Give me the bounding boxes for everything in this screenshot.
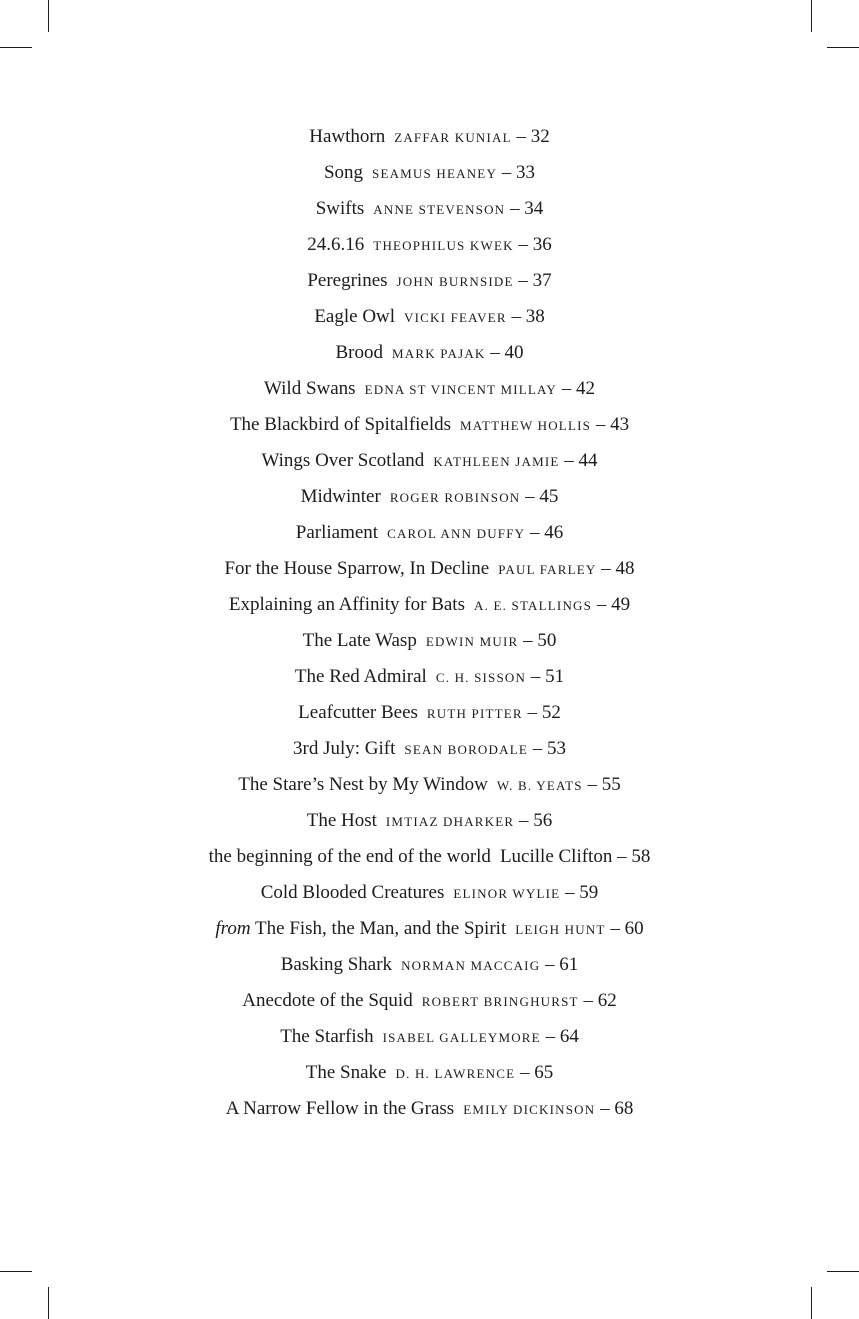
poem-author: Lucille Clifton	[499, 846, 613, 867]
page-separator-dash: –	[520, 486, 540, 507]
toc-entry	[0, 983, 859, 1019]
page-separator-dash: –	[592, 594, 612, 615]
poem-title: the beginning of the end of the world	[208, 846, 491, 867]
toc-entry	[0, 587, 859, 623]
poem-title: Brood	[335, 342, 383, 363]
poem-author: JOHN BURNSIDE	[396, 274, 514, 289]
toc-entry	[0, 299, 859, 335]
poem-title: The Blackbird of Spitalfields	[229, 414, 452, 435]
page-number: 53	[546, 738, 566, 759]
page-separator-dash: –	[513, 270, 533, 291]
page-separator-dash: –	[506, 306, 526, 327]
poem-author: ELINOR WYLIE	[453, 886, 561, 901]
page-number: 46	[544, 522, 564, 543]
page-number: 60	[624, 918, 644, 939]
table-of-contents	[0, 119, 859, 1127]
toc-entry	[0, 623, 859, 659]
poem-author: ISABEL GALLEYMORE	[382, 1030, 541, 1045]
poem-title: A Narrow Fellow in the Grass	[225, 1098, 455, 1119]
page-separator-dash: –	[557, 378, 576, 399]
poem-author: ROGER ROBINSON	[389, 490, 521, 505]
poem-author: MATTHEW HOLLIS	[460, 418, 592, 433]
poem-author: THEOPHILUS KWEK	[373, 238, 514, 253]
poem-author: ROBERT BRINGHURST	[421, 994, 579, 1009]
poem-title: Midwinter	[300, 486, 381, 507]
page-number: 52	[541, 702, 561, 723]
poem-author: C. H. SISSON	[435, 670, 527, 685]
toc-entry	[0, 335, 859, 371]
page-separator-dash: –	[525, 522, 545, 543]
page-number: 61	[559, 954, 579, 975]
crop-mark-bottom-left-horizontal	[0, 1271, 32, 1272]
page-separator-dash: –	[596, 558, 616, 579]
crop-mark-bottom-left-vertical	[48, 1287, 49, 1319]
toc-entry	[0, 371, 859, 407]
poem-title: Hawthorn	[309, 126, 386, 147]
poem-title: Swifts	[315, 198, 365, 219]
page-separator-dash: –	[582, 774, 602, 795]
entry-prefix: from	[215, 918, 251, 939]
page-number: 40	[504, 342, 524, 363]
page-number: 51	[545, 666, 565, 687]
toc-entry	[0, 803, 859, 839]
poem-title: Wild Swans	[263, 378, 356, 399]
page-separator-dash: –	[497, 162, 517, 183]
poem-title: Peregrines	[307, 270, 388, 291]
toc-entry	[0, 875, 859, 911]
page-number: 48	[615, 558, 635, 579]
toc-entry	[0, 731, 859, 767]
poem-author: VICKI FEAVER	[404, 310, 507, 325]
page-separator-dash: –	[595, 1098, 615, 1119]
poem-author: CAROL ANN DUFFY	[387, 526, 526, 541]
toc-entry	[0, 227, 859, 263]
page-separator-dash: –	[514, 810, 534, 831]
page-number: 37	[532, 270, 552, 291]
page-separator-dash: –	[527, 738, 547, 759]
poem-title: The Starfish	[280, 1026, 374, 1047]
crop-mark-bottom-right-horizontal	[827, 1271, 859, 1272]
poem-author: NORMAN MACCAIG	[401, 958, 541, 973]
poem-author: ZAFFAR KUNIAL	[394, 130, 512, 145]
poem-author: SEAMUS HEANEY	[372, 166, 498, 181]
page-number: 64	[559, 1026, 579, 1047]
poem-title: Explaining an Affinity for Bats	[228, 594, 465, 615]
poem-author: IMTIAZ DHARKER	[385, 814, 515, 829]
toc-entry	[0, 191, 859, 227]
poem-author: EDWIN MUIR	[425, 634, 519, 649]
page-separator-dash: –	[505, 198, 525, 219]
page-separator-dash: –	[522, 702, 542, 723]
page-separator-dash: –	[559, 450, 579, 471]
poem-title: Parliament	[295, 522, 379, 543]
poem-title: Cold Blooded Creatures	[260, 882, 445, 903]
page-number: 36	[532, 234, 552, 255]
poem-author: EMILY DICKINSON	[463, 1102, 596, 1117]
toc-entry	[0, 947, 859, 983]
toc-entry	[0, 119, 859, 155]
toc-entry	[0, 1055, 859, 1091]
page-separator-dash: –	[526, 666, 546, 687]
poem-author: RUTH PITTER	[426, 706, 523, 721]
poem-title: The Stare’s Nest by My Window	[238, 774, 488, 795]
poem-title: Eagle Owl	[314, 306, 396, 327]
poem-title: The Snake	[305, 1062, 387, 1083]
page-separator-dash: –	[612, 846, 632, 867]
page-separator-dash: –	[540, 954, 560, 975]
crop-mark-top-right-vertical	[811, 0, 812, 32]
page-number: 33	[516, 162, 536, 183]
toc-entry	[0, 515, 859, 551]
poem-title: Wings Over Scotland	[261, 450, 425, 471]
page-number: 32	[530, 126, 550, 147]
poem-title: The Fish, the Man, and the Spirit	[255, 918, 507, 939]
crop-mark-top-left-horizontal	[0, 47, 32, 48]
toc-entry	[0, 155, 859, 191]
page-number: 42	[576, 378, 595, 399]
poem-author: W. B. YEATS	[496, 778, 583, 793]
page-separator-dash: –	[605, 918, 625, 939]
crop-mark-top-right-horizontal	[827, 47, 859, 48]
poem-author: MARK PAJAK	[391, 346, 486, 361]
poem-title: For the House Sparrow, In Decline	[224, 558, 490, 579]
poem-author: LEIGH HUNT	[515, 922, 606, 937]
poem-title: Leafcutter Bees	[298, 702, 418, 723]
page-number: 62	[597, 990, 617, 1011]
page-number: 59	[579, 882, 599, 903]
toc-entry	[0, 407, 859, 443]
poem-author: SEAN BORODALE	[404, 742, 528, 757]
poem-author: ANNE STEVENSON	[373, 202, 506, 217]
page-number: 45	[539, 486, 559, 507]
page-number: 38	[525, 306, 545, 327]
poem-title: The Red Admiral	[294, 666, 427, 687]
toc-entry	[0, 551, 859, 587]
page-number: 49	[611, 594, 631, 615]
toc-entry	[0, 1019, 859, 1055]
toc-entry	[0, 443, 859, 479]
toc-entry	[0, 479, 859, 515]
poem-author: D. H. LAWRENCE	[395, 1066, 516, 1081]
toc-entry	[0, 911, 859, 947]
page-separator-dash: –	[511, 126, 531, 147]
poem-title: Song	[323, 162, 364, 183]
page-number: 65	[534, 1062, 554, 1083]
page-separator-dash: –	[540, 1026, 560, 1047]
page-number: 56	[533, 810, 553, 831]
page-separator-dash: –	[485, 342, 505, 363]
poem-author: PAUL FARLEY	[498, 562, 597, 577]
page-separator-dash: –	[578, 990, 598, 1011]
crop-mark-top-left-vertical	[48, 0, 49, 32]
page-number: 50	[537, 630, 557, 651]
poem-title: 24.6.16	[307, 234, 365, 255]
poem-title: Basking Shark	[280, 954, 393, 975]
poem-title: Anecdote of the Squid	[242, 990, 413, 1011]
page-number: 43	[610, 414, 630, 435]
page-number: 68	[614, 1098, 634, 1119]
poem-title: The Host	[306, 810, 377, 831]
page-number: 34	[524, 198, 544, 219]
toc-entry	[0, 767, 859, 803]
page-number: 44	[578, 450, 598, 471]
toc-entry	[0, 1091, 859, 1127]
page-number: 58	[631, 846, 651, 867]
poem-author: A. E. STALLINGS	[473, 598, 593, 613]
toc-entry	[0, 695, 859, 731]
poem-author: KATHLEEN JAMIE	[433, 454, 560, 469]
page-separator-dash: –	[591, 414, 611, 435]
toc-entry	[0, 263, 859, 299]
poem-title: The Late Wasp	[302, 630, 417, 651]
poem-title: 3rd July: Gift	[293, 738, 396, 759]
crop-mark-bottom-right-vertical	[811, 1287, 812, 1319]
toc-entry	[0, 839, 859, 875]
poem-author: EDNA ST VINCENT MILLAY	[364, 382, 557, 397]
page-separator-dash: –	[515, 1062, 535, 1083]
page-separator-dash: –	[513, 234, 533, 255]
toc-entry	[0, 659, 859, 695]
page-separator-dash: –	[560, 882, 580, 903]
page-separator-dash: –	[518, 630, 538, 651]
page-number: 55	[601, 774, 621, 795]
